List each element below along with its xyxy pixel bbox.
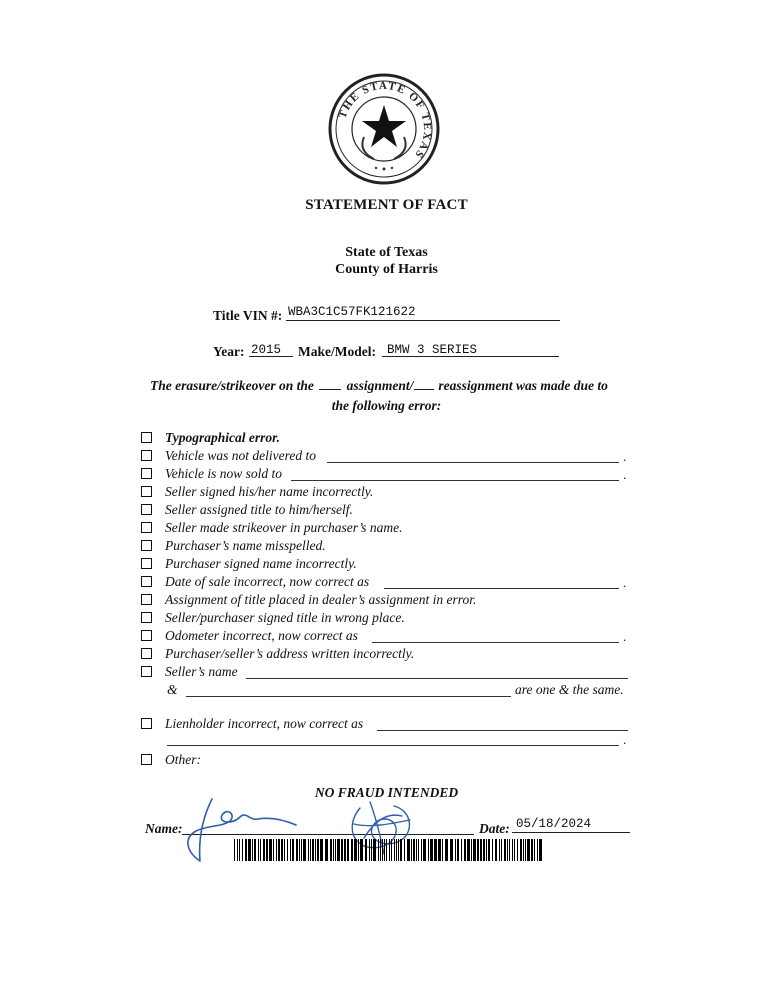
make-model-label: Make/Model: xyxy=(298,344,376,359)
checklist-item-name-misspelled[interactable] xyxy=(141,538,326,554)
checklist-item-other[interactable] xyxy=(141,752,201,768)
checklist-label: Odometer incorrect, now correct as xyxy=(165,628,358,643)
statement-part-b: assignment/ xyxy=(346,378,414,393)
lienholder-line-2[interactable] xyxy=(167,745,619,746)
checklist-label: Typographical error. xyxy=(165,430,281,445)
checkbox[interactable] xyxy=(141,432,152,443)
checklist-item-lienholder[interactable] xyxy=(141,716,363,732)
document-title: STATEMENT OF FACT xyxy=(305,197,468,213)
checkbox[interactable] xyxy=(141,718,152,729)
checklist-label: Other: xyxy=(165,752,201,767)
date-label: Date: xyxy=(479,821,510,836)
make-model-underline xyxy=(382,356,559,357)
checklist-item-seller-signed[interactable] xyxy=(141,484,373,500)
checklist-label: Seller’s name xyxy=(165,664,238,679)
year-label: Year: xyxy=(213,344,245,359)
statement-part-a: The erasure/strikeover on the xyxy=(150,378,314,393)
checklist-item-wrong-place[interactable] xyxy=(141,610,405,626)
checkbox[interactable] xyxy=(141,558,152,569)
same-name-line[interactable] xyxy=(186,696,511,697)
statement-part-c: reassignment was made due to xyxy=(438,378,608,393)
make-model-value: BMW 3 SERIES xyxy=(387,343,478,357)
county-line: County of Harris xyxy=(335,262,438,277)
checkbox[interactable] xyxy=(141,486,152,497)
checklist-label: Purchaser signed name incorrectly. xyxy=(165,556,357,571)
vin-label: Title VIN #: xyxy=(213,308,283,323)
checklist-item-typographical[interactable] xyxy=(141,430,280,446)
statement-line-1 xyxy=(150,378,608,394)
checkbox[interactable] xyxy=(141,468,152,479)
lienholder-line-1[interactable] xyxy=(377,730,628,731)
date-of-sale-line[interactable] xyxy=(384,588,619,589)
checklist-item-dealer-assignment[interactable] xyxy=(141,592,476,608)
checkbox[interactable] xyxy=(141,594,152,605)
sellers-name-line[interactable] xyxy=(246,678,628,679)
checkbox[interactable] xyxy=(141,522,152,533)
checkbox[interactable] xyxy=(141,576,152,587)
checkbox[interactable] xyxy=(141,450,152,461)
now-sold-line[interactable] xyxy=(291,480,619,481)
checkbox[interactable] xyxy=(141,666,152,677)
checklist-label: Assignment of title placed in dealer’s assignment in error. xyxy=(165,592,477,607)
not-delivered-line[interactable] xyxy=(327,462,619,463)
checkbox[interactable] xyxy=(141,754,152,765)
statement-line-2: the following error: xyxy=(331,398,442,413)
checkbox[interactable] xyxy=(141,648,152,659)
date-value: 05/18/2024 xyxy=(516,817,592,831)
checklist-label: Date of sale incorrect, now correct as xyxy=(165,574,370,589)
checklist-item-sellers-name[interactable] xyxy=(141,664,238,680)
name-label: Name: xyxy=(145,821,183,836)
barcode xyxy=(234,839,542,861)
checklist-label: Seller/purchaser signed title in wrong place. xyxy=(165,610,405,625)
checklist-label: Seller made strikeover in purchaser’s name. xyxy=(165,520,403,535)
checklist-label: Lienholder incorrect, now correct as xyxy=(165,716,364,731)
checklist-label: Seller signed his/her name incorrectly. xyxy=(165,484,374,499)
checklist-item-purchaser-signed[interactable] xyxy=(141,556,357,572)
vin-value: WBA3C1C57FK121622 xyxy=(288,305,416,319)
checkbox[interactable] xyxy=(141,630,152,641)
texas-state-seal xyxy=(328,73,440,185)
seal-text: THE STATE OF TEXAS xyxy=(336,79,434,161)
year-value: 2015 xyxy=(251,343,282,357)
checkbox[interactable] xyxy=(141,540,152,551)
checklist-label: Seller assigned title to him/herself. xyxy=(165,502,353,517)
checklist-item-seller-assigned[interactable] xyxy=(141,502,353,518)
ampersand: & xyxy=(167,682,178,697)
checklist-label: Vehicle is now sold to xyxy=(165,466,282,481)
year-underline xyxy=(249,356,293,357)
state-line: State of Texas xyxy=(345,245,428,260)
checklist-label: Purchaser/seller’s address written incorrectly. xyxy=(165,646,415,661)
checklist-label: Vehicle was not delivered to xyxy=(165,448,316,463)
no-fraud-intended: NO FRAUD INTENDED xyxy=(314,785,459,800)
checkbox[interactable] xyxy=(141,504,152,515)
checklist-item-now-sold[interactable] xyxy=(141,466,282,482)
date-line[interactable] xyxy=(512,832,630,833)
vin-underline xyxy=(286,320,560,321)
checklist-item-odometer[interactable] xyxy=(141,628,358,644)
odometer-line[interactable] xyxy=(372,642,619,643)
checklist-item-seller-strikeover[interactable] xyxy=(141,520,402,536)
same-name-suffix: are one & the same. xyxy=(515,682,624,697)
checkbox[interactable] xyxy=(141,612,152,623)
checklist-item-address[interactable] xyxy=(141,646,414,662)
checklist-label: Purchaser’s name misspelled. xyxy=(165,538,326,553)
checklist-item-not-delivered[interactable] xyxy=(141,448,316,464)
checklist-item-date-of-sale[interactable] xyxy=(141,574,369,590)
